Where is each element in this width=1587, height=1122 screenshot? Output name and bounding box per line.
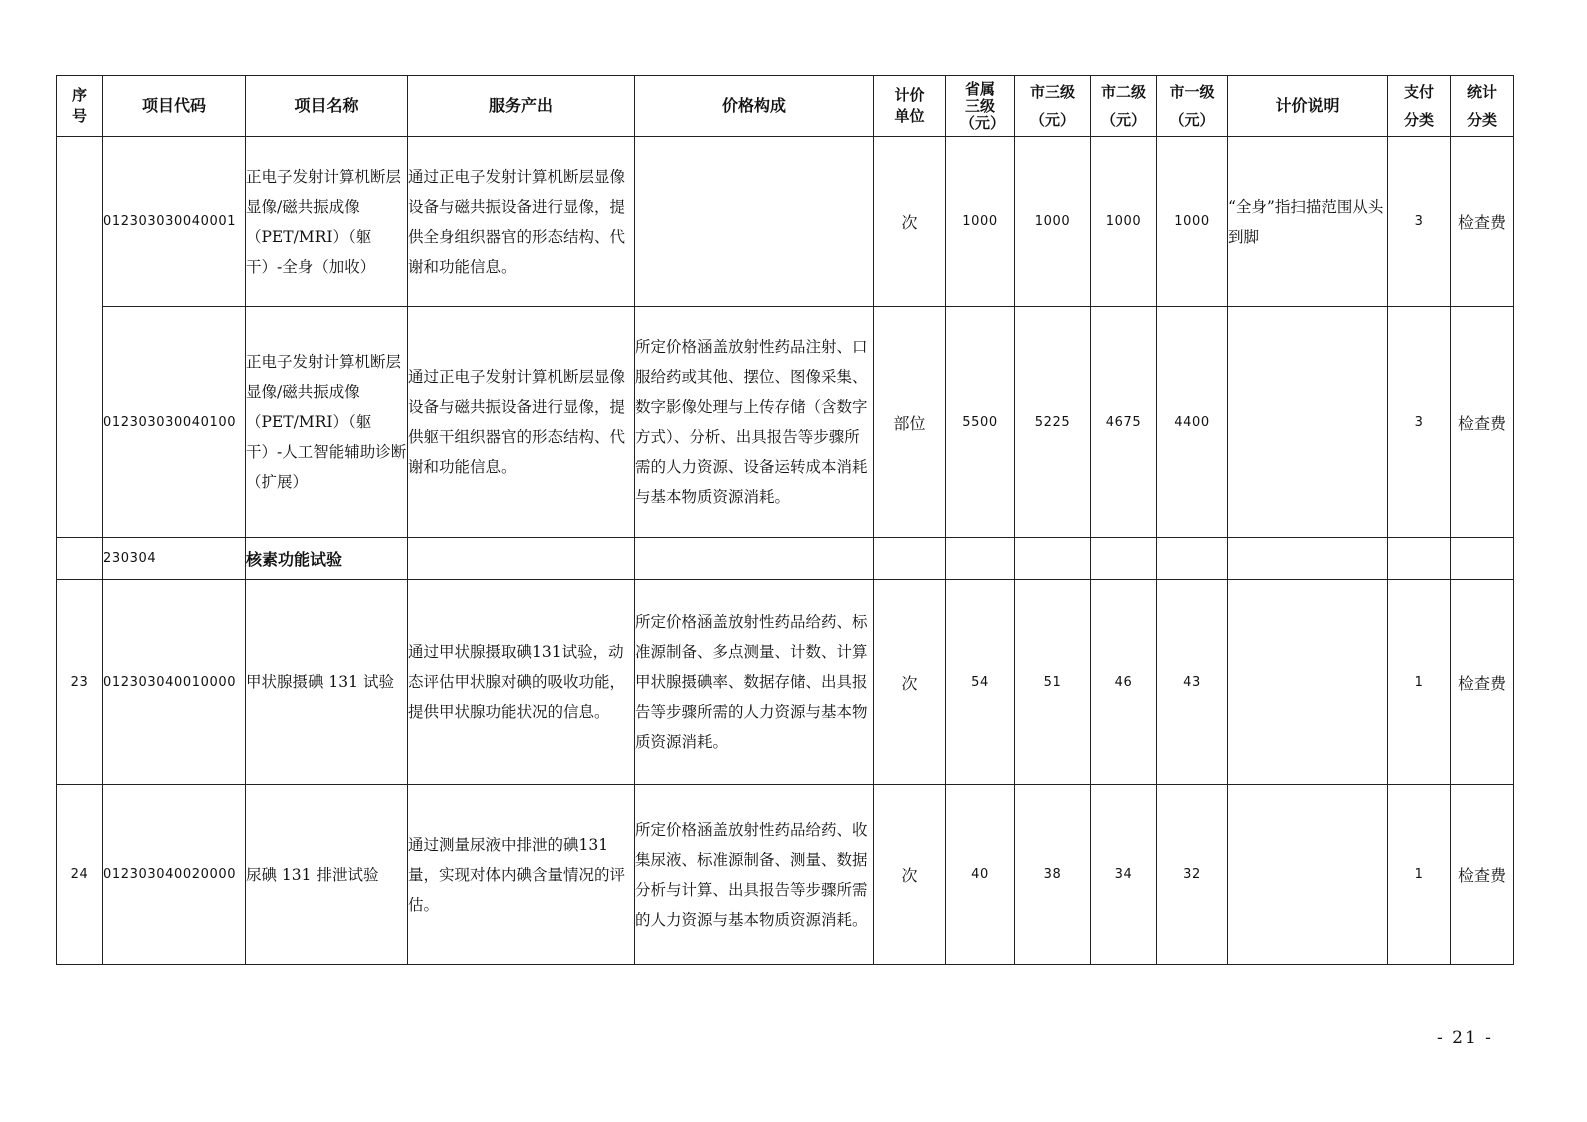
row-note [1228, 307, 1388, 538]
row-output: 通过甲状腺摄取碘131试验，动态评估甲状腺对碘的吸收功能，提供甲状腺功能状况的信息。 [408, 580, 635, 785]
row-output: 通过正电子发射计算机断层显像设备与磁共振设备进行显像，提供躯干组织器官的形态结构、代谢和功能信息。 [408, 307, 635, 538]
row-unit: 部位 [874, 307, 946, 538]
row-city2: 4675 [1091, 307, 1157, 538]
row-prov3: 5500 [946, 307, 1015, 538]
row-pay: 3 [1388, 137, 1451, 307]
row-prov3: 1000 [946, 137, 1015, 307]
table-row [57, 785, 1514, 965]
row-note [1228, 580, 1388, 785]
row-name: 尿碘 131 排泄试验 [246, 785, 408, 965]
row-unit: 次 [874, 137, 946, 307]
page-number: - 21 - [1437, 1028, 1493, 1048]
header-prov3: 省属三级（元） [946, 76, 1015, 137]
row-note: “全身”指扫描范围从头到脚 [1228, 137, 1388, 307]
row-pay: 1 [1388, 580, 1451, 785]
row-city1: 4400 [1157, 307, 1228, 538]
row-city1: 32 [1157, 785, 1228, 965]
row-stat: 检查费 [1451, 580, 1514, 785]
row-prov3: 40 [946, 785, 1015, 965]
header-name: 项目名称 [246, 76, 408, 137]
header-output: 服务产出 [408, 76, 635, 137]
header-city2: 市二级（元） [1091, 76, 1157, 137]
row-output: 通过测量尿液中排泄的碘131量，实现对体内碘含量情况的评估。 [408, 785, 635, 965]
price-table [56, 75, 1514, 965]
row-code: 012303030040100 [103, 307, 246, 538]
section-title: 核素功能试验 [246, 538, 408, 580]
row-city3: 51 [1015, 580, 1091, 785]
row-city3: 38 [1015, 785, 1091, 965]
row-city3: 1000 [1015, 137, 1091, 307]
row-city2: 1000 [1091, 137, 1157, 307]
header-city1: 市一级（元） [1157, 76, 1228, 137]
row-city1: 1000 [1157, 137, 1228, 307]
row-name: 正电子发射计算机断层显像/磁共振成像（PET/MRI）（躯干）-人工智能辅助诊断（扩展） [246, 307, 408, 538]
row-output: 通过正电子发射计算机断层显像设备与磁共振设备进行显像，提供全身组织器官的形态结构、代谢和功能信息。 [408, 137, 635, 307]
row-composition: 所定价格涵盖放射性药品给药、标准源制备、多点测量、计数、计算甲状腺摄碘率、数据存储、出具报告等步骤所需的人力资源与基本物质资源消耗。 [635, 580, 874, 785]
table-header-row [57, 76, 1514, 137]
row-city2: 46 [1091, 580, 1157, 785]
row-stat: 检查费 [1451, 307, 1514, 538]
row-city1: 43 [1157, 580, 1228, 785]
row-seq: 24 [57, 785, 103, 965]
row-name: 甲状腺摄碘 131 试验 [246, 580, 408, 785]
section-code: 230304 [103, 538, 246, 580]
header-pay: 支付分类 [1388, 76, 1451, 137]
row-stat: 检查费 [1451, 137, 1514, 307]
row-note [1228, 785, 1388, 965]
row-unit: 次 [874, 785, 946, 965]
row-city2: 34 [1091, 785, 1157, 965]
table-row [57, 580, 1514, 785]
row-code: 012303040010000 [103, 580, 246, 785]
row-composition: 所定价格涵盖放射性药品注射、口服给药或其他、摆位、图像采集、数字影像处理与上传存储（含数字方式）、分析、出具报告等步骤所需的人力资源、设备运转成本消耗与基本物质资源消耗。 [635, 307, 874, 538]
section-row [57, 538, 1514, 580]
row-seq: 23 [57, 580, 103, 785]
table-row [57, 307, 1514, 538]
row-unit: 次 [874, 580, 946, 785]
header-note: 计价说明 [1228, 76, 1388, 137]
row-stat: 检查费 [1451, 785, 1514, 965]
header-city3: 市三级（元） [1015, 76, 1091, 137]
row-pay: 1 [1388, 785, 1451, 965]
row-prov3: 54 [946, 580, 1015, 785]
header-code: 项目代码 [103, 76, 246, 137]
header-composition: 价格构成 [635, 76, 874, 137]
row-composition: 所定价格涵盖放射性药品给药、收集尿液、标准源制备、测量、数据分析与计算、出具报告等步骤所需的人力资源与基本物质资源消耗。 [635, 785, 874, 965]
section-seq [57, 538, 103, 580]
row-composition [635, 137, 874, 307]
row-name: 正电子发射计算机断层显像/磁共振成像（PET/MRI）（躯干）-全身（加收） [246, 137, 408, 307]
row-pay: 3 [1388, 307, 1451, 538]
row-city3: 5225 [1015, 307, 1091, 538]
row-seq [57, 137, 103, 538]
header-seq: 序号 [57, 76, 103, 137]
row-code: 012303040020000 [103, 785, 246, 965]
row-code: 012303030040001 [103, 137, 246, 307]
table-row [57, 137, 1514, 307]
header-unit: 计价单位 [874, 76, 946, 137]
header-stat: 统计分类 [1451, 76, 1514, 137]
